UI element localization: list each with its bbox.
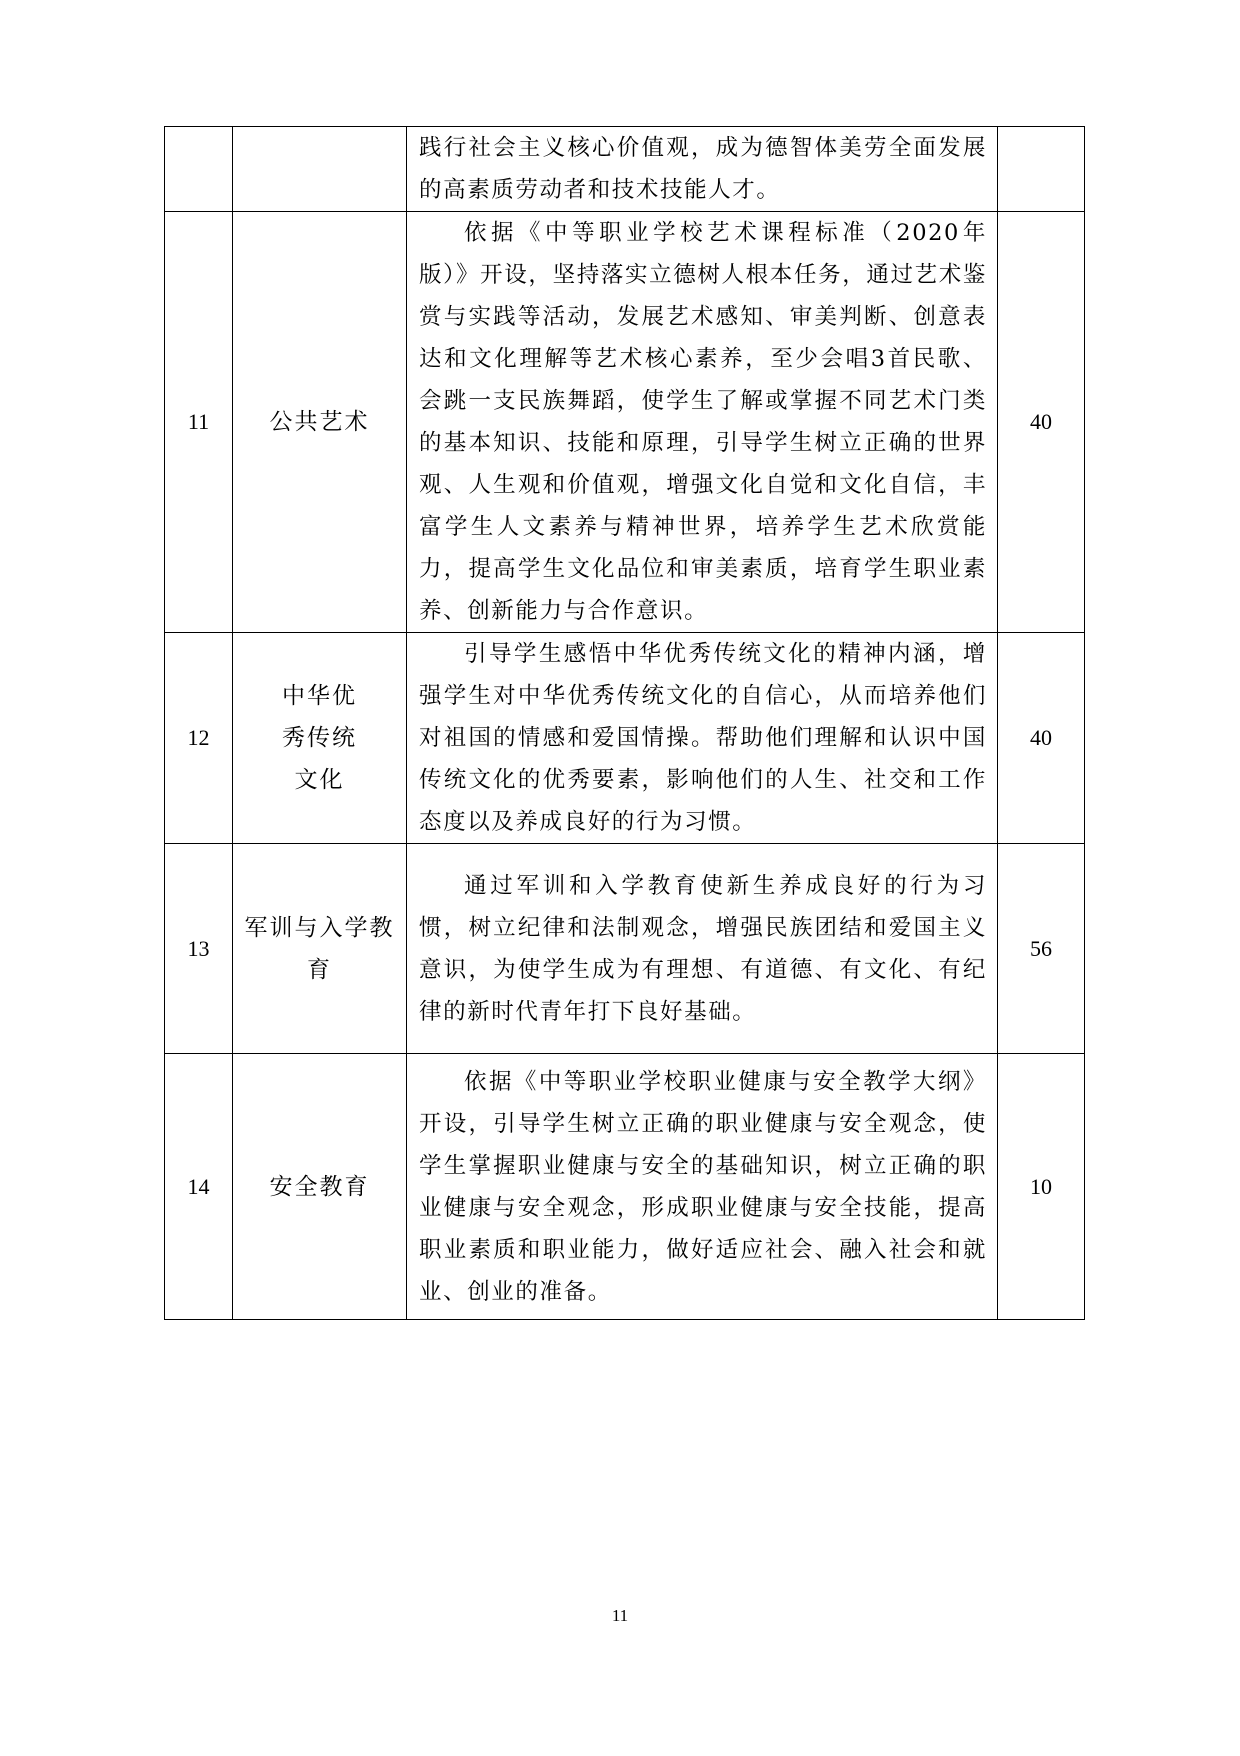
page-number: 11 xyxy=(611,1606,629,1625)
course-name: 安全教育 xyxy=(233,1054,407,1320)
course-name: 中华优秀传统文化 xyxy=(233,633,407,844)
table-row xyxy=(165,633,1085,844)
course-description: 通过军训和入学教育使新生养成良好的行为习惯，树立纪律和法制观念，增强民族团结和爱国主义意识，为使学生成为有理想、有道德、有文化、有纪律的新时代青年打下良好基础。 xyxy=(407,844,998,1054)
course-description: 践行社会主义核心价值观，成为德智体美劳全面发展的高素质劳动者和技术技能人才。 xyxy=(407,127,998,212)
row-number: 13 xyxy=(165,844,233,1054)
course-name: 军训与入学教育 xyxy=(233,844,407,1054)
table-row xyxy=(165,1054,1085,1320)
table-row xyxy=(165,127,1085,212)
course-hours xyxy=(998,127,1085,212)
row-number: 14 xyxy=(165,1054,233,1320)
course-table xyxy=(164,126,1085,1320)
course-description: 引导学生感悟中华优秀传统文化的精神内涵，增强学生对中华优秀传统文化的自信心，从而培养他们对祖国的情感和爱国情操。帮助他们理解和认识中国传统文化的优秀要素，影响他们的人生、社交和工作态度以及养成良好的行为习惯。 xyxy=(407,633,998,844)
course-hours: 56 xyxy=(998,844,1085,1054)
row-number: 11 xyxy=(165,212,233,633)
course-hours: 10 xyxy=(998,1054,1085,1320)
course-name: 公共艺术 xyxy=(233,212,407,633)
course-hours: 40 xyxy=(998,212,1085,633)
course-description: 依据《中等职业学校职业健康与安全教学大纲》开设，引导学生树立正确的职业健康与安全观念，使学生掌握职业健康与安全的基础知识，树立正确的职业健康与安全观念，形成职业健康与安全技能，提高职业素质和职业能力，做好适应社会、融入社会和就业、创业的准备。 xyxy=(407,1054,998,1320)
course-description: 依据《中等职业学校艺术课程标准（2020年版）》开设，坚持落实立德树人根本任务，通过艺术鉴赏与实践等活动，发展艺术感知、审美判断、创意表达和文化理解等艺术核心素养，至少会唱3首民歌、会跳一支民族舞蹈，使学生了解或掌握不同艺术门类的基本知识、技能和原理，引导学生树立正确的世界观、人生观和价值观，增强文化自觉和文化自信，丰富学生人文素养与精神世界，培养学生艺术欣赏能力，提高学生文化品位和审美素质，培育学生职业素养、创新能力与合作意识。 xyxy=(407,212,998,633)
row-number xyxy=(165,127,233,212)
row-number: 12 xyxy=(165,633,233,844)
table-row xyxy=(165,844,1085,1054)
course-name xyxy=(233,127,407,212)
table-row xyxy=(165,212,1085,633)
course-hours: 40 xyxy=(998,633,1085,844)
